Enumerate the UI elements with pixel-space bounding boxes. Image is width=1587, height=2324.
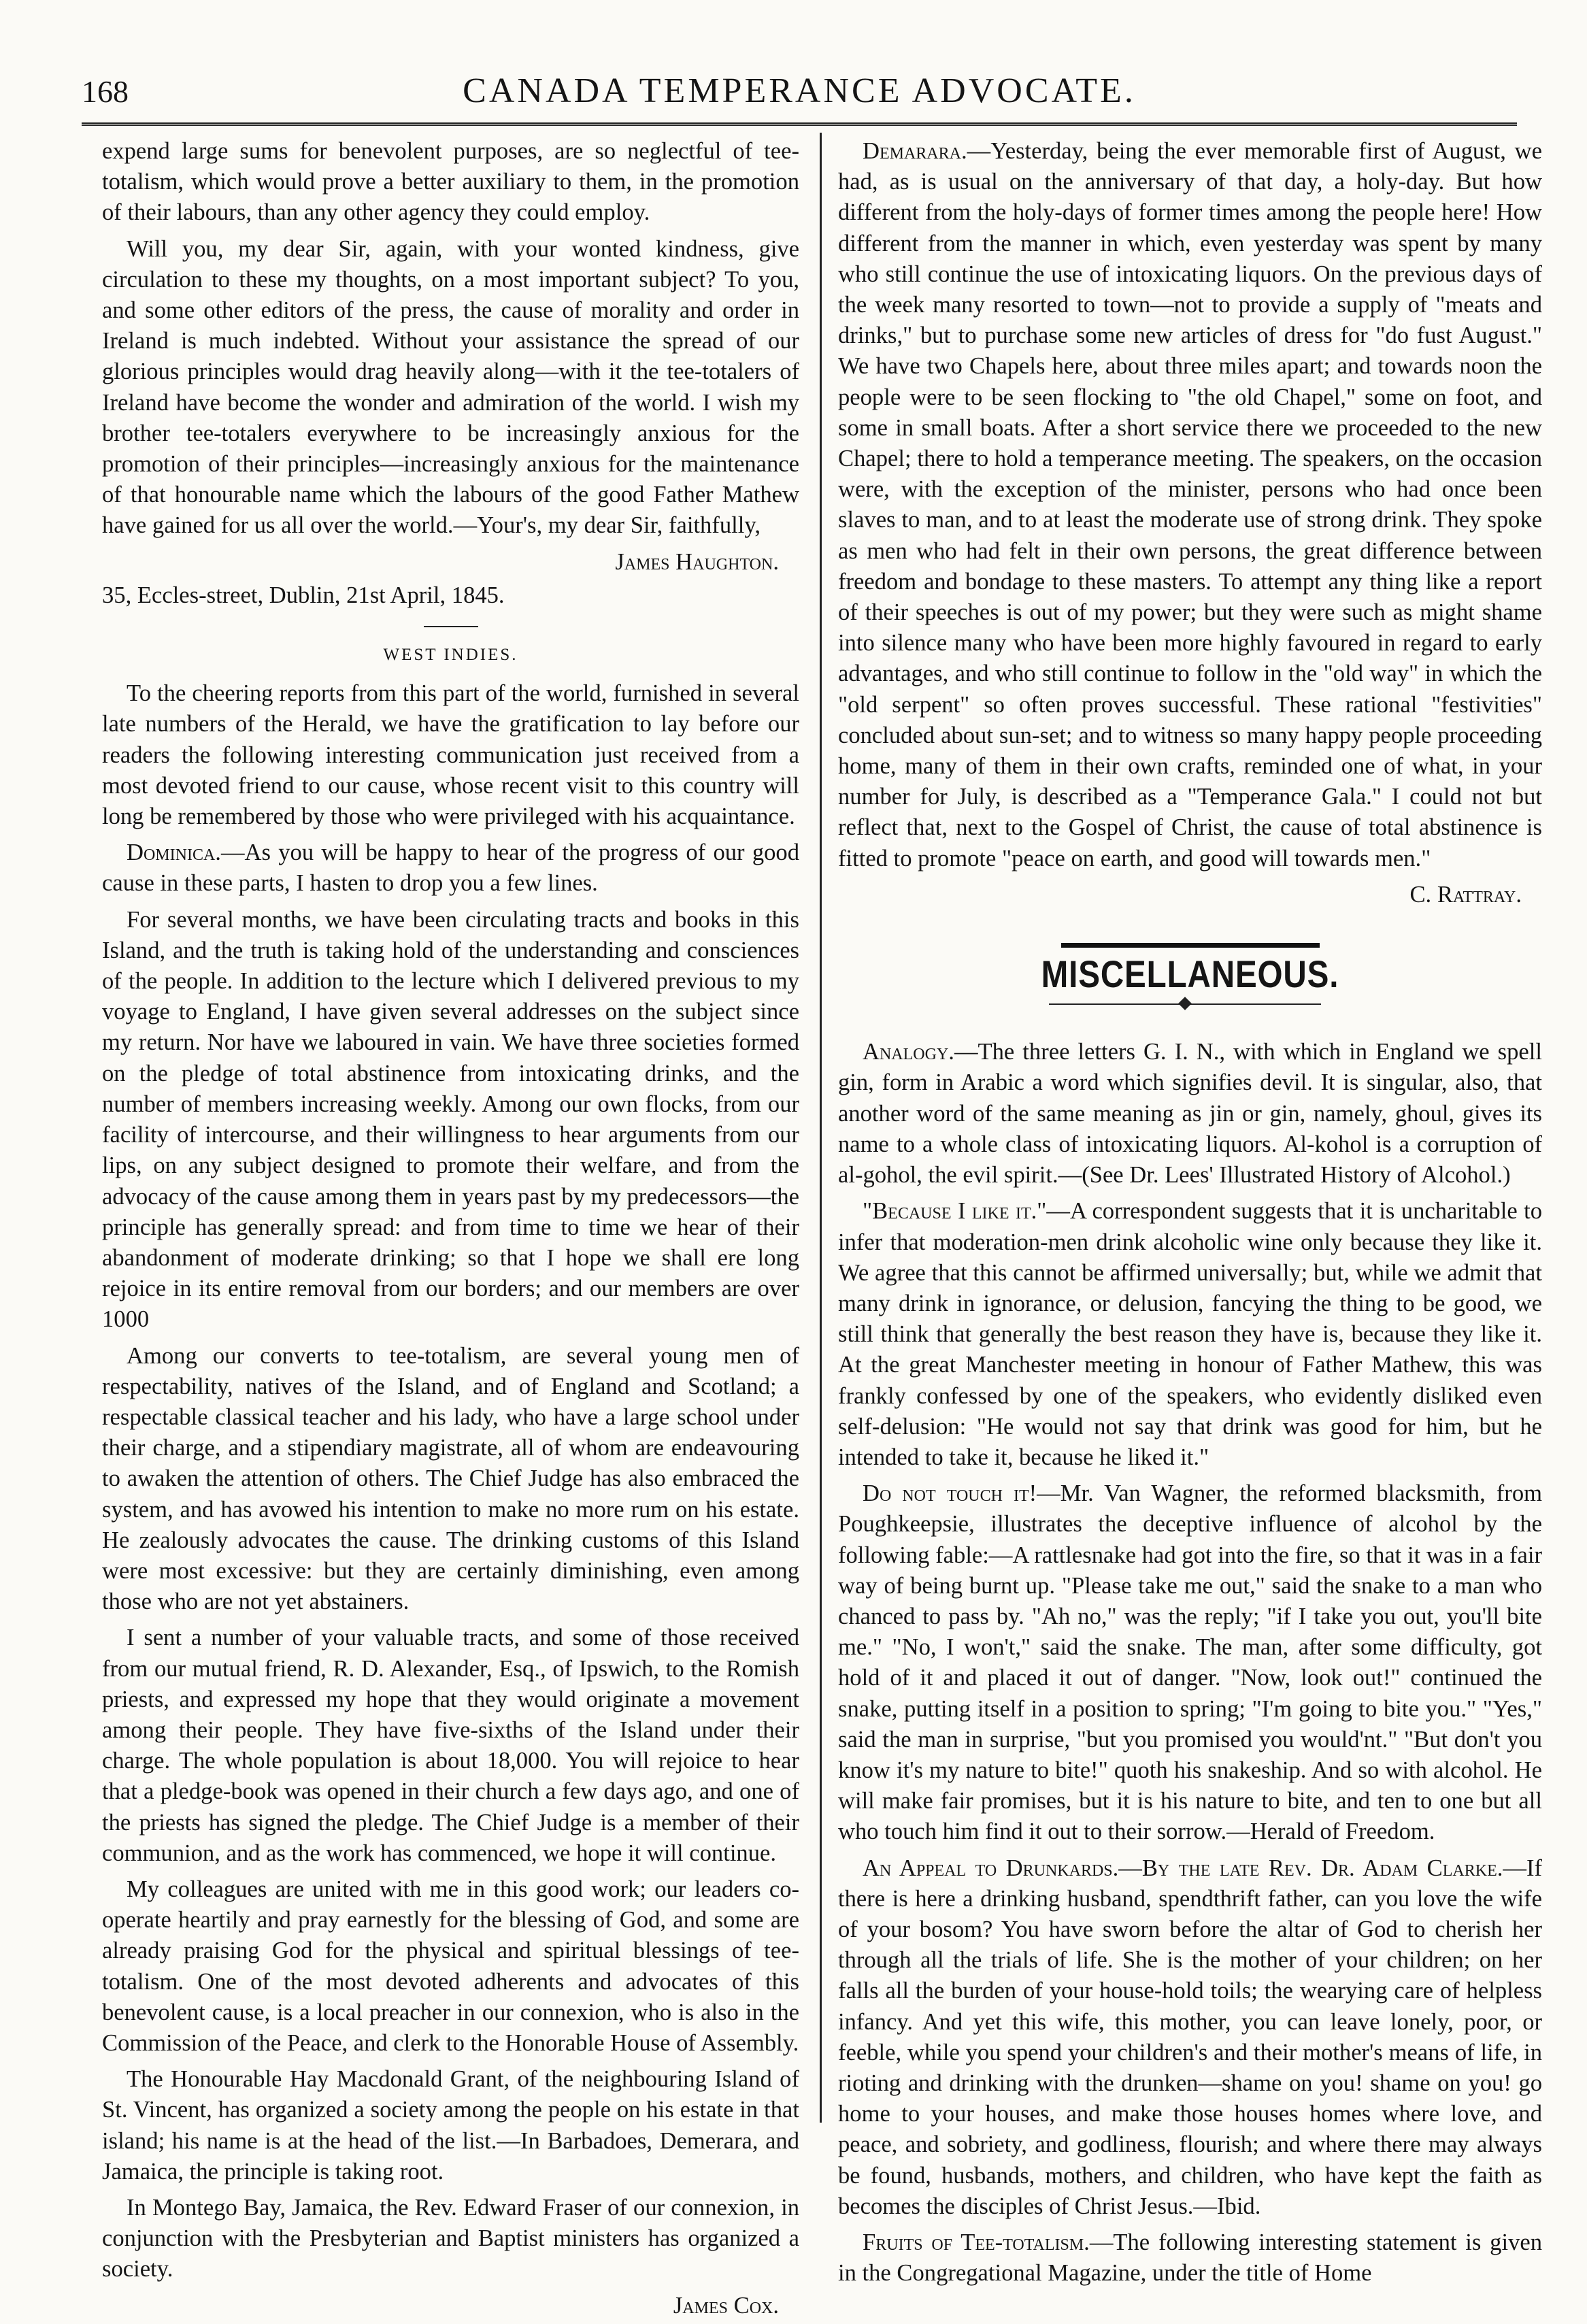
address-text: 35, Eccles-street, Dublin, 21st April, 1845. (102, 582, 505, 608)
paragraph-heading: Do not touch it! (863, 1480, 1037, 1507)
article-paragraph: Among our converts to tee-totalism, are several young men of respectability, natives of the Island, and of England and Scotland; a respectable classical teacher and his lady, who have a large school under their charge, and a stipendiary magistrate, all of whom are endeavouring to awaken the attention of others. The Chief Judge has also embraced the system, and has avowed his intention to make no more rum on his estate. He zealously advocates the cause. The drinking customs of this Island were most excessive: but they are certainly diminishing, even among those who are not yet abstainers. (102, 1342, 799, 1615)
paragraph-heading: Analogy. (863, 1039, 954, 1065)
article-paragraph: For several months, we have been circulating tracts and books in this Island, and the truth is taking hold of the understanding and consciences of the people. In addition to the lecture which I delivered previous to my voyage to England, I have given several addresses on the subject since my return. Nor have we laboured in vain. We have three societies formed on the pledge of total abstinence from intoxicating drinks, and the number of members increasing weekly. Among our own flocks, from our facility of intercourse, and their willingness to hear arguments from our lips, on any subject designed to promote their welfare, and from the advocacy of the cause among them in years past by my predecessors—the principle has generally spread: and from time to time we hear of their abandonment of moderate drinking; so that I hope we shall ere long rejoice in its entire removal from our borders; and our members are over 1000 (102, 906, 799, 1333)
signature: C. Rattray. (1409, 881, 1522, 908)
paragraph-text: —The following interesting statement is given in the Congregational Magazine, under the title of Home (838, 2229, 1542, 2287)
paragraph-text: —Mr. Van Wagner, the reformed blacksmith, from Poughkeepsie, illustrates the deceptive influence of alcohol by the following fable:—A rattlesnake had got into the fire, so that it was in a fair way of being burnt up. "Please take me out," said the snake to a man who chanced to pass by. "Ah no," was the reply; "if I take you out, you'll bite me." "No, I won't," said the snake. The man, after some difficulty, got hold of it and placed it out of danger. "Now, look out!" continued the snake, putting itself in a position to spring; "I'm going to bite you." "Yes," said the man in surprise, "but you promised you would'nt." "But don't you know it's my nature to bite!" quoth his snakeship. And so with alcohol. He will make fair promises, but it is his nature to bite, and ten to one but all who touch him find it out to their sorrow.—Herald of Freedom. (838, 1480, 1542, 1845)
article-paragraph (838, 2227, 1542, 2289)
paragraph-text: —Yesterday, being the ever memorable first of August, we had, as is usual on the anniversary of that day, a holy-day. But how different from the holy-days of former times among the people here! How different from the manner in which, even yesterday was spent by many who still continue the use of intoxicating liquors. On the previous days of the week many resorted to town—not to provide a supply of "meats and drinks," but to purchase some new articles of dress for "do fust August." We have two Chapels here, about three miles apart; and towards noon the people were to be seen flocking to "the old Chapel," some on foot, and some in small boats. After a short service there we proceeded to the new Chapel; there to hold a temperance meeting. The speakers, on the occasion were, with the exception of the minister, persons who had once been slaves to man, and to at least the moderate use of strong drink. They spoke as men who had felt in their own persons, the great difference between freedom and bondage to these masters. To attempt any thing like a report of their speeches is out of my power; but they were such as might shame into silence many who have been more highly favoured in regard to early advantages, and who still continue to follow in the "old way" in which the "old serpent" so often proves successful. These rational "festivities" concluded about sun-set; and to witness so many happy people proceeding home, many of them in their own crafts, reminded one of what, in your number for July, is described as a "Temperance Gala." I could not but reflect that, next to the Gospel of Christ, the cause of total abstinence is fitted to promote "peace on earth, and good will towards men." (838, 138, 1542, 872)
signature: James Cox. (673, 2292, 779, 2319)
page-header (82, 68, 1517, 122)
running-title: CANADA TEMPERANCE ADVOCATE. (463, 71, 1136, 110)
article-paragraph: To the cheering reports from this part of the world, furnished in several late numbers of the Herald, we have the gratification to lay before our readers the following interesting communication just received from a most devoted friend to our cause, whose recent visit to this country will long be remembered by those who were privileged with his acquaintance. (102, 680, 799, 830)
article-paragraph (838, 1478, 1542, 1847)
letter-paragraph: expend large sums for benevolent purposes, are so neglectful of tee-totalism, which would prove a better auxiliary to them, in the promotion of their labours, than any other agency they could employ. (102, 138, 799, 226)
article-paragraph (838, 136, 1542, 874)
paragraph-heading: An Appeal to Drunkards.—By the late Rev. Dr. Adam Clarke. (863, 1855, 1503, 1881)
ornament-diamond (1178, 997, 1192, 1010)
paragraph-text: —The three letters G. I. N., with which in England we spell gin, form in Arabic a word which signifies devil. It is singular, also, that another word of the same meaning as jin or gin, namely, ghoul, gives its name to a whole class of intoxicating liquors. Al-kohol is a corruption of al-gohol, the evil spirit.—(See Dr. Lees' Illustrated History of Alcohol.) (838, 1039, 1542, 1189)
section-title: MISCELLANEOUS. (1041, 952, 1339, 996)
section-heading: WEST INDIES. (383, 646, 518, 665)
title-ornament (838, 992, 1542, 1016)
article-paragraph (838, 1853, 1542, 2222)
paragraph-heading: Dominica. (127, 840, 221, 866)
letter-address (102, 580, 799, 611)
paragraph-text: —If there is here a drinking husband, spendthrift father, can you love the wife of your bosom? You have sworn before the altar of God to cherish her through all the trials of life. She is the mother of your children; on her falls all the burden of your house-hold toils; the wearying care of helpless infancy. And yet this wife, this mother, you can leave lonely, poor, or feeble, while you spend your children's and their mother's means of life, in rioting and drinking with the drunken—shame on you! shame on you! go home to your houses, and make those houses homes where love, and peace, and sobriety, and godliness, flourish; and where there may always be found, husbands, mothers, and children, who have kept the faith as becomes the disciples of Christ Jesus.—Ibid. (838, 1855, 1542, 2219)
article-paragraph: I sent a number of your valuable tracts, and some of those received from our mutual friend, R. D. Alexander, Esq., of Ipswich, to the Romish priests, and expressed my hope that they would originate a movement among their people. They have five-sixths of the Island under their charge. The whole population is about 18,000. You will rejoice to hear that a pledge-book was opened in their church a few days ago, and one of the priests has signed the pledge. The Chief Judge is a member of their communion, and as the work has commenced, we hope it will continue. (102, 1625, 799, 1866)
letter-paragraph: Will you, my dear Sir, again, with your wonted kindness, give circulation to these my thoughts, on a most important subject? To you, and some other editors of the press, the cause of morality and order in Ireland is much indebted. Without your assistance the spread of our glorious principles would drag heavily along—with it the tee-totalers of Ireland have become the wonder and admiration of the world. I wish my brother tee-totalers everywhere to be increasingly anxious for the promotion of their principles—increasingly anxious for the maintenance of that honourable name which the labours of the good Father Mathew have gained for us all over the world.—Your's, my dear Sir, faithfully, (102, 235, 799, 539)
article-paragraph (838, 1196, 1542, 1473)
paragraph-text: —A correspondent suggests that it is uncharitable to infer that moderation-men drink alcoholic wine only because they like it. We agree that this cannot be affirmed universally; but, while we admit that many drink in ignorance, or delusion, fancying the thing to be good, we still think that generally the best reason they have is, because they like it. At the great Manchester meeting in honour of Father Mathew, this was frankly confessed by one of the speakers, who evidently disliked even self-delusion: "He would not say that drink was good for him, but he intended to take it, because he liked it." (838, 1198, 1542, 1470)
left-column (102, 136, 799, 2324)
paragraph-text: —As you will be happy to hear of the progress of our good cause in these parts, I hasten to drop you a few lines. (102, 840, 799, 897)
page-number: 168 (82, 74, 129, 109)
header-rule (82, 122, 1517, 126)
paragraph-heading: Demarara. (863, 138, 967, 164)
section-rule (1061, 943, 1320, 948)
signature: James Haughton. (615, 548, 779, 575)
article-paragraph (102, 837, 799, 899)
article-paragraph: In Montego Bay, Jamaica, the Rev. Edward Fraser of our connexion, in conjunction with the Presbyterian and Baptist ministers has organized a society. (102, 2195, 799, 2282)
paragraph-heading: Fruits of Tee-totalism. (863, 2229, 1090, 2255)
right-column (838, 136, 1542, 2294)
article-paragraph: My colleagues are united with me in this good work; our leaders co-operate heartily and pray earnestly for the blessing of God, and some are already praising God for the physical and spiritual blessings of tee-totalism. One of the most devoted adherents and advocates of this benevolent cause, is a local preacher in our connexion, who is also in the Commission of the Peace, and clerk to the Honorable House of Assembly. (102, 1876, 799, 2056)
paragraph-heading: "Because I like it." (863, 1198, 1047, 1225)
article-paragraph (838, 1037, 1542, 1191)
column-divider (820, 133, 822, 2123)
divider (424, 626, 478, 627)
article-paragraph: The Honourable Hay Macdonald Grant, of the neighbouring Island of St. Vincent, has organized a society among the people on his estate in that island; his name is at the head of the list.—In Barbadoes, Demerara, and Jamaica, the principle is taking root. (102, 2066, 799, 2185)
